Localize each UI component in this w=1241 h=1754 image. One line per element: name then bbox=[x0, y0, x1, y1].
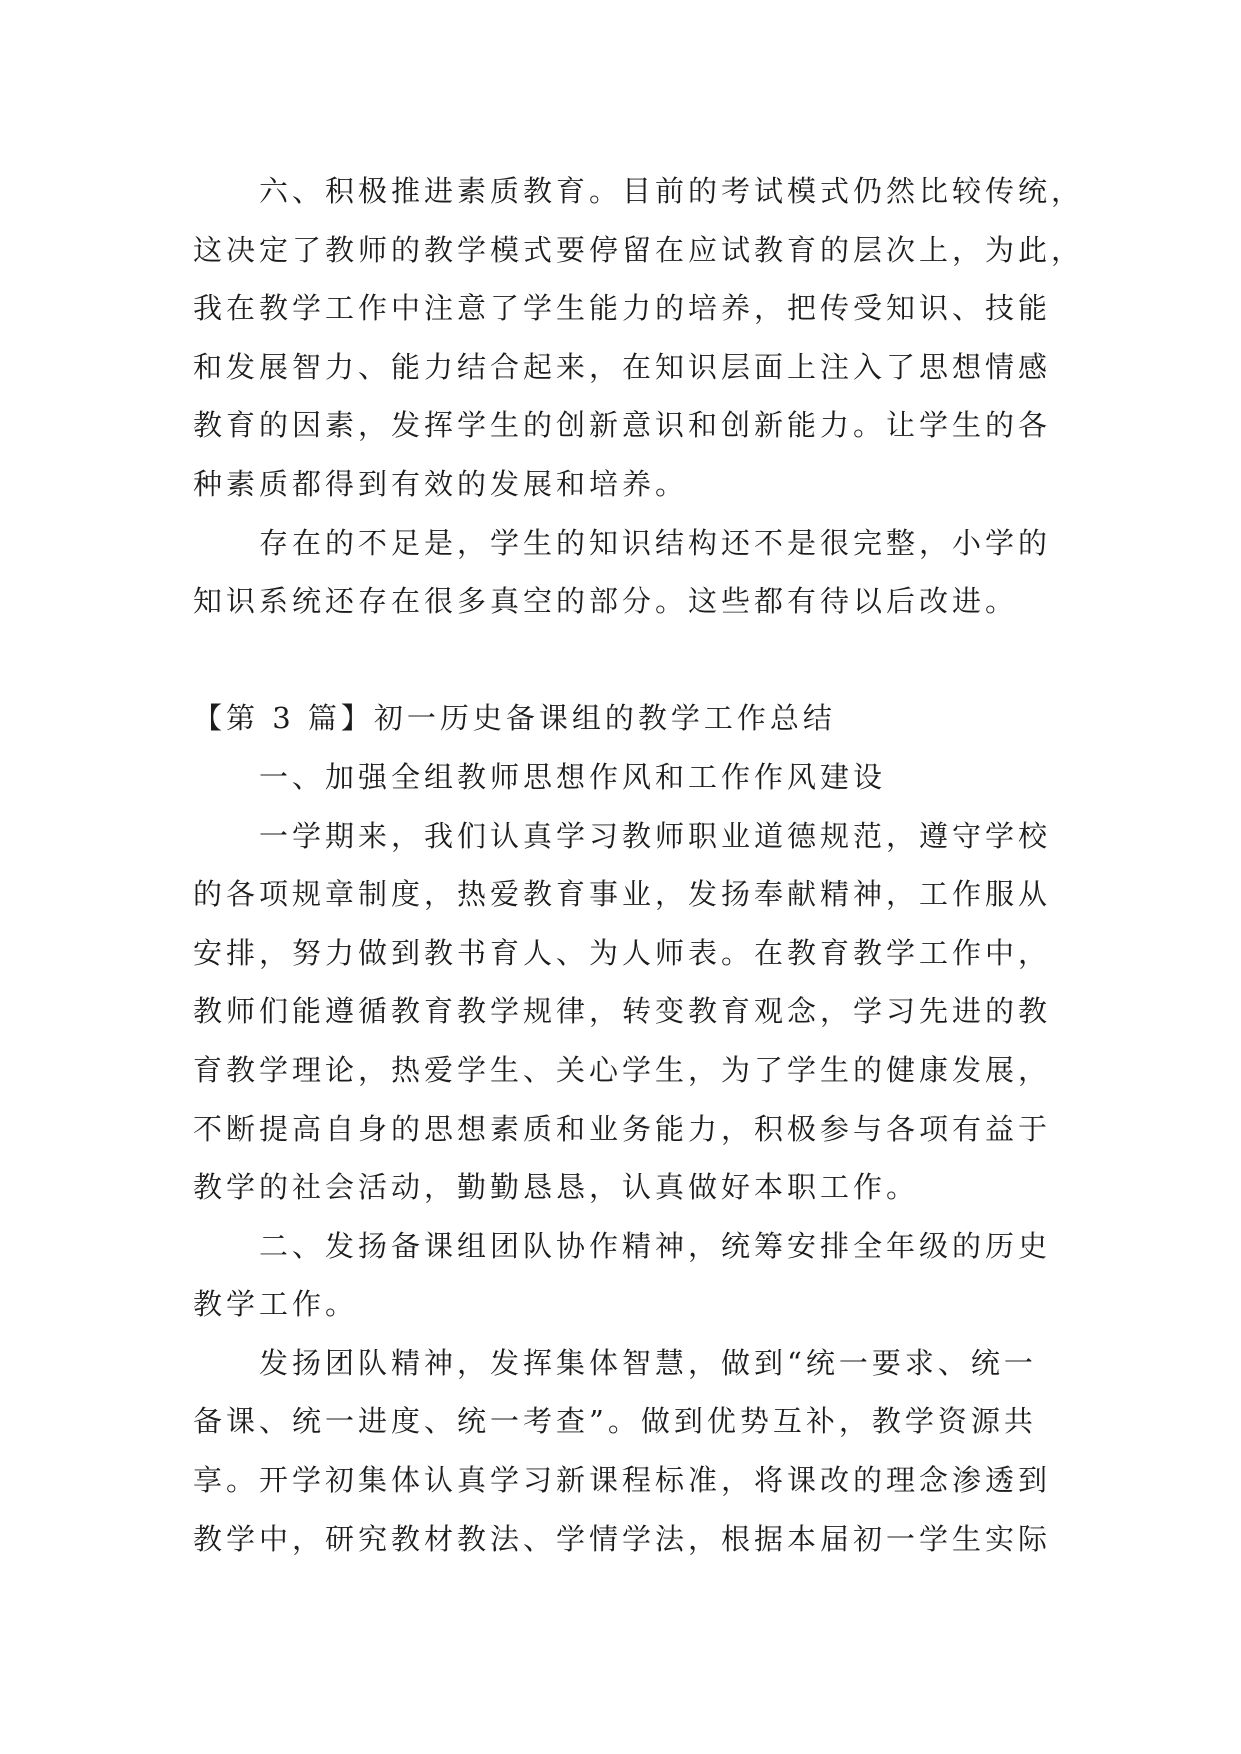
text-line: 的各项规章制度，热爱教育事业，发扬奉献精神，工作服从 bbox=[193, 877, 1052, 912]
text-line: 教学工作。 bbox=[193, 1287, 359, 1322]
document-body bbox=[193, 162, 1153, 1568]
paragraph-team-spirit bbox=[193, 1334, 1153, 1568]
text-line: 和发展智力、能力结合起来，在知识层面上注入了思想情感 bbox=[193, 349, 1052, 384]
subheading-one bbox=[193, 748, 1153, 807]
text-line: 教师们能遵循教育教学规律，转变教育观念，学习先进的教 bbox=[193, 994, 1052, 1029]
paragraph-shortcomings bbox=[193, 514, 1153, 631]
text-line: 不断提高自身的思想素质和业务能力，积极参与各项有益于 bbox=[193, 1111, 1052, 1146]
paragraph-teacher-conduct bbox=[193, 807, 1153, 1217]
text-line: 育教学理论，热爱学生、关心学生，为了学生的健康发展， bbox=[193, 1052, 1052, 1087]
section-heading: 【第 3 篇】初一历史备课组的教学工作总结 bbox=[193, 701, 836, 736]
blank-line bbox=[193, 631, 1153, 690]
subheading-two bbox=[193, 1217, 1153, 1334]
text-line: 一学期来，我们认真学习教师职业道德规范，遵守学校 bbox=[259, 818, 1052, 853]
text-line: 备课、统一进度、统一考查”。做到优势互补，教学资源共 bbox=[193, 1404, 1037, 1439]
text-line: 我在教学工作中注意了学生能力的培养，把传受知识、技能 bbox=[193, 291, 1052, 326]
paragraph-quality-education bbox=[193, 162, 1153, 514]
text-line: 六、积极推进素质教育。目前的考试模式仍然比较传统， bbox=[259, 174, 1085, 208]
text-line: 一、加强全组教师思想作风和工作作风建设 bbox=[259, 759, 887, 794]
text-line: 知识系统还存在很多真空的部分。这些都有待以后改进。 bbox=[193, 584, 1019, 619]
text-line: 教学的社会活动，勤勤恳恳，认真做好本职工作。 bbox=[193, 1170, 920, 1205]
text-line: 教学中，研究教材教法、学情学法，根据本届初一学生实际 bbox=[193, 1521, 1052, 1556]
text-line: 教育的因素，发挥学生的创新意识和创新能力。让学生的各 bbox=[193, 408, 1052, 443]
text-line: 安排，努力做到教书育人、为人师表。在教育教学工作中， bbox=[193, 935, 1052, 970]
text-line: 种素质都得到有效的发展和培养。 bbox=[193, 466, 689, 501]
text-line: 二、发扬备课组团队协作精神，统筹安排全年级的历史 bbox=[259, 1228, 1052, 1263]
text-line: 享。开学初集体认真学习新课程标准，将课改的理念渗透到 bbox=[193, 1463, 1052, 1498]
text-line: 这决定了教师的教学模式要停留在应试教育的层次上，为此， bbox=[193, 232, 1085, 267]
text-line: 发扬团队精神，发挥集体智慧，做到“统一要求、统一 bbox=[259, 1345, 1037, 1380]
text-line: 存在的不足是，学生的知识结构还不是很完整，小学的 bbox=[259, 525, 1052, 560]
